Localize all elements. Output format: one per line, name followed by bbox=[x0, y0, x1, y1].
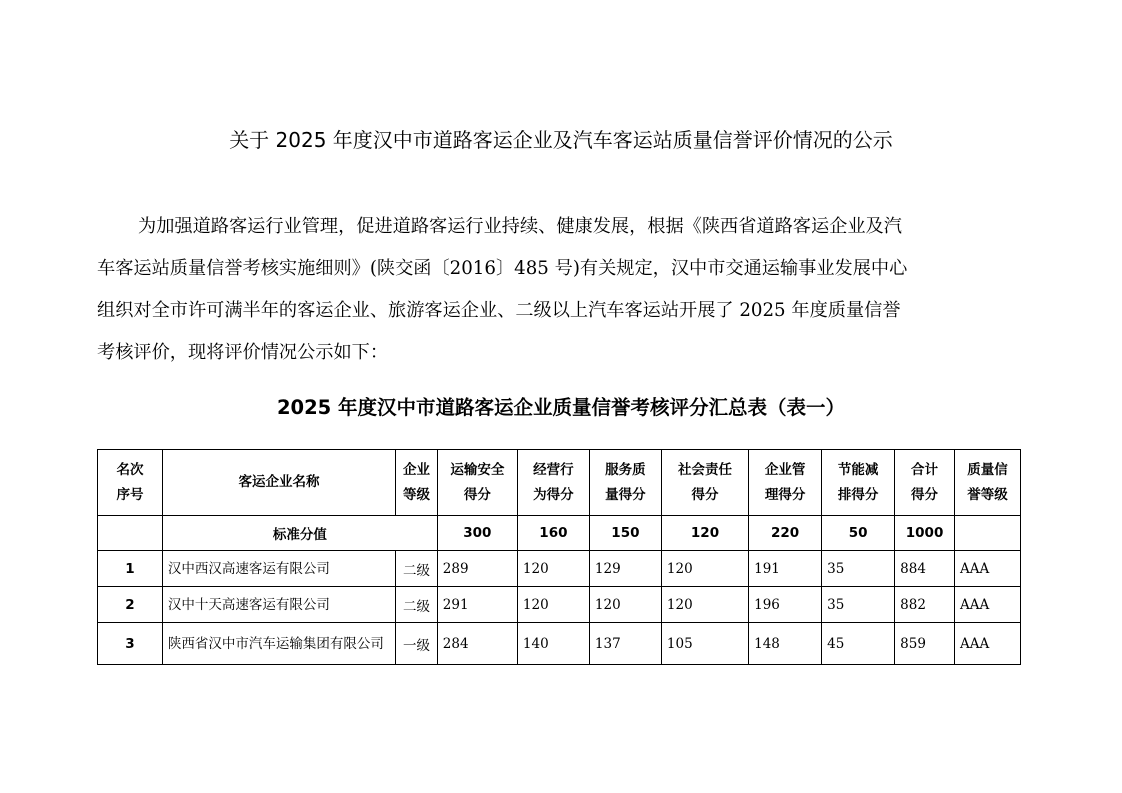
header-rating: 质量信 誉等级 bbox=[954, 450, 1020, 516]
score-cell: 120 bbox=[661, 551, 748, 587]
total-score-cell: 884 bbox=[895, 551, 955, 587]
company-level: 二级 bbox=[396, 551, 438, 587]
standard-score-row bbox=[98, 516, 1021, 551]
score-cell: 140 bbox=[517, 623, 589, 665]
total-score-cell: 882 bbox=[895, 587, 955, 623]
score-cell: 137 bbox=[589, 623, 661, 665]
company-level: 一级 bbox=[396, 623, 438, 665]
company-name: 陕西省汉中市汽车运输集团有限公司 bbox=[162, 623, 395, 665]
table-row bbox=[98, 551, 1021, 587]
rating-cell: AAA bbox=[954, 623, 1020, 665]
score-cell: 196 bbox=[749, 587, 822, 623]
standard-score-value: 300 bbox=[437, 516, 517, 551]
rating-cell: AAA bbox=[954, 551, 1020, 587]
standard-score-label: 标准分值 bbox=[162, 516, 437, 551]
header-safety-score: 运输安全 得分 bbox=[437, 450, 517, 516]
score-cell: 35 bbox=[822, 551, 895, 587]
table-cell bbox=[954, 516, 1020, 551]
company-name: 汉中西汉高速客运有限公司 bbox=[162, 551, 395, 587]
row-index: 1 bbox=[98, 551, 163, 587]
score-cell: 45 bbox=[822, 623, 895, 665]
standard-score-value: 1000 bbox=[895, 516, 955, 551]
rating-cell: AAA bbox=[954, 587, 1020, 623]
score-cell: 120 bbox=[661, 587, 748, 623]
score-cell: 284 bbox=[437, 623, 517, 665]
score-cell: 129 bbox=[589, 551, 661, 587]
score-cell: 291 bbox=[437, 587, 517, 623]
standard-score-value: 120 bbox=[661, 516, 748, 551]
intro-paragraph bbox=[97, 206, 1027, 374]
total-score-cell: 859 bbox=[895, 623, 955, 665]
score-cell: 105 bbox=[661, 623, 748, 665]
table-row bbox=[98, 587, 1021, 623]
table-row bbox=[98, 623, 1021, 665]
score-summary-table bbox=[97, 449, 1021, 665]
header-level: 企业 等级 bbox=[396, 450, 438, 516]
score-cell: 120 bbox=[517, 587, 589, 623]
row-index: 3 bbox=[98, 623, 163, 665]
header-management-score: 企业管 理得分 bbox=[749, 450, 822, 516]
table-header-row bbox=[98, 450, 1021, 516]
header-service-score: 服务质 量得分 bbox=[589, 450, 661, 516]
score-cell: 120 bbox=[589, 587, 661, 623]
paragraph-line: 考核评价，现将评价情况公示如下： bbox=[97, 342, 389, 363]
paragraph-line: 组织对全市许可满半年的客运企业、旅游客运企业、二级以上汽车客运站开展了 2025 年度质量信誉 bbox=[97, 300, 901, 321]
paragraph-line: 车客运站质量信誉考核实施细则》(陕交函〔2016〕485 号)有关规定，汉中市交通运输事业发展中心 bbox=[97, 258, 908, 279]
table-cell bbox=[98, 516, 163, 551]
header-company-name: 客运企业名称 bbox=[162, 450, 395, 516]
paragraph-line: 为加强道路客运行业管理，促进道路客运行业持续、健康发展，根据《陕西省道路客运企业及汽 bbox=[138, 216, 902, 237]
company-level: 二级 bbox=[396, 587, 438, 623]
score-cell: 191 bbox=[749, 551, 822, 587]
company-name: 汉中十天高速客运有限公司 bbox=[162, 587, 395, 623]
header-energy-score: 节能减 排得分 bbox=[822, 450, 895, 516]
score-cell: 120 bbox=[517, 551, 589, 587]
header-operation-score: 经营行 为得分 bbox=[517, 450, 589, 516]
header-rank: 名次 序号 bbox=[98, 450, 163, 516]
row-index: 2 bbox=[98, 587, 163, 623]
score-cell: 35 bbox=[822, 587, 895, 623]
standard-score-value: 220 bbox=[749, 516, 822, 551]
page-title: 关于 2025 年度汉中市道路客运企业及汽车客运站质量信誉评价情况的公示 bbox=[229, 128, 893, 152]
standard-score-value: 160 bbox=[517, 516, 589, 551]
score-cell: 148 bbox=[749, 623, 822, 665]
header-total-score: 合计 得分 bbox=[895, 450, 955, 516]
header-social-score: 社会责任 得分 bbox=[661, 450, 748, 516]
score-cell: 289 bbox=[437, 551, 517, 587]
standard-score-value: 50 bbox=[822, 516, 895, 551]
table-title: 2025 年度汉中市道路客运企业质量信誉考核评分汇总表（表一） bbox=[276, 396, 846, 419]
standard-score-value: 150 bbox=[589, 516, 661, 551]
